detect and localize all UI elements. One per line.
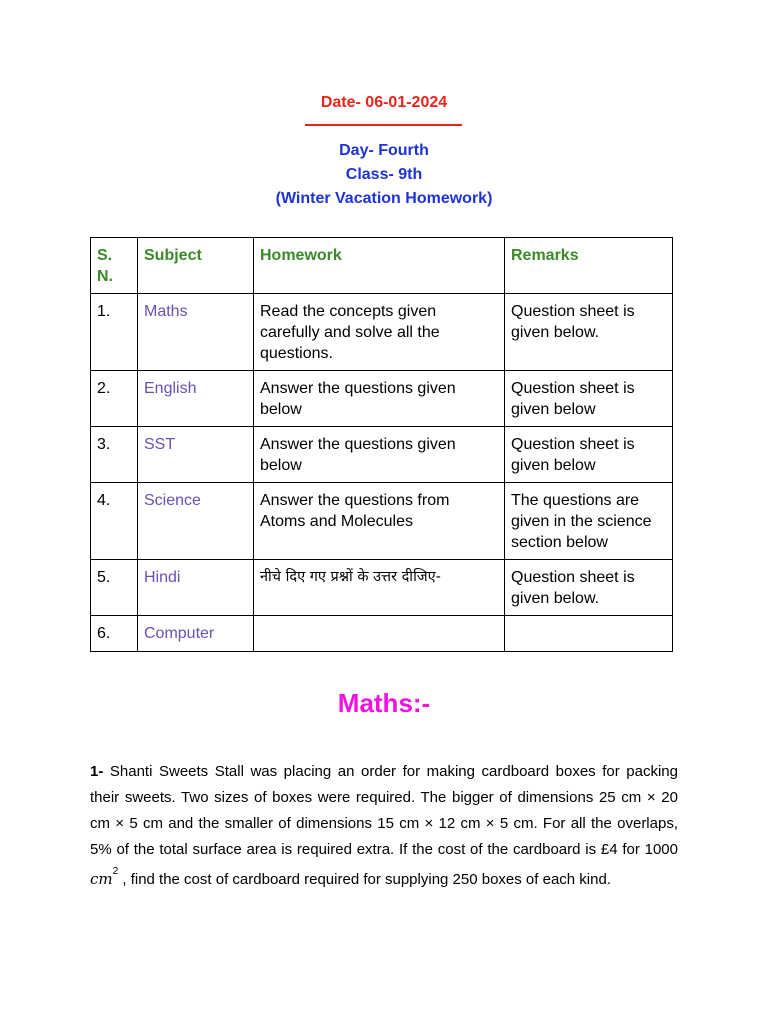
table-row	[91, 427, 673, 483]
cell-sn: 4.	[91, 483, 138, 560]
cell-subject: Hindi	[138, 560, 254, 616]
table-row	[91, 371, 673, 427]
question-number: 1-	[90, 763, 104, 780]
cell-sn: 5.	[91, 560, 138, 616]
cell-remarks: Question sheet is given below.	[505, 560, 673, 616]
question-text-part-2: , find the cost of cardboard required for supplying 250 boxes of each kind.	[118, 871, 611, 888]
cell-subject: Computer	[138, 616, 254, 652]
cell-homework: Answer the questions given below	[254, 427, 505, 483]
column-header-remarks: Remarks	[505, 238, 673, 294]
cell-subject: Science	[138, 483, 254, 560]
cell-subject: English	[138, 371, 254, 427]
class-heading: Class- 9th	[345, 166, 423, 183]
column-header-sn: S. N.	[91, 238, 138, 294]
cell-sn: 3.	[91, 427, 138, 483]
cell-subject: SST	[138, 427, 254, 483]
cell-homework: Answer the questions from Atoms and Molecules	[254, 483, 505, 560]
cell-homework: Read the concepts given carefully and solve all the questions.	[254, 294, 505, 371]
maths-section-heading: Maths:-	[337, 688, 431, 718]
column-header-homework: Homework	[254, 238, 505, 294]
date-heading: Date- 06-01-2024	[320, 94, 448, 111]
cell-remarks: Question sheet is given below.	[505, 294, 673, 371]
unit-cm: cm	[90, 870, 113, 888]
cell-remarks: The questions are given in the science section below	[505, 483, 673, 560]
document-title: (Winter Vacation Homework)	[275, 190, 493, 207]
table-row	[91, 560, 673, 616]
maths-question-1	[90, 759, 678, 893]
homework-table	[90, 237, 673, 652]
cell-subject: Maths	[138, 294, 254, 371]
date-underline	[305, 124, 462, 126]
cell-sn: 2.	[91, 371, 138, 427]
cell-remarks: Question sheet is given below	[505, 427, 673, 483]
cell-remarks: Question sheet is given below	[505, 371, 673, 427]
unit-exponent: 2	[112, 866, 119, 877]
column-header-subject: Subject	[138, 238, 254, 294]
table-row	[91, 616, 673, 652]
table-row	[91, 483, 673, 560]
cell-homework: नीचे दिए गए प्रश्नों के उत्तर दीजिए-	[254, 560, 505, 616]
table-row	[91, 294, 673, 371]
cell-sn: 6.	[91, 616, 138, 652]
cell-sn: 1.	[91, 294, 138, 371]
cell-remarks	[505, 616, 673, 652]
day-heading: Day- Fourth	[339, 142, 429, 159]
cell-homework	[254, 616, 505, 652]
cell-homework: Answer the questions given below	[254, 371, 505, 427]
question-text-part-1: Shanti Sweets Stall was placing an order for making cardboard boxes for packing their sweets. Two sizes of boxes were required. The bigger of dimensions 25 cm × 20 cm × 5 cm and the smaller of dimensions 15 cm × 12 cm × 5 cm. For all the overlaps, 5% of the total surface area is required extra. If the cost of the cardboard is £4 for 1000	[90, 763, 678, 858]
table-header-row	[91, 238, 673, 294]
